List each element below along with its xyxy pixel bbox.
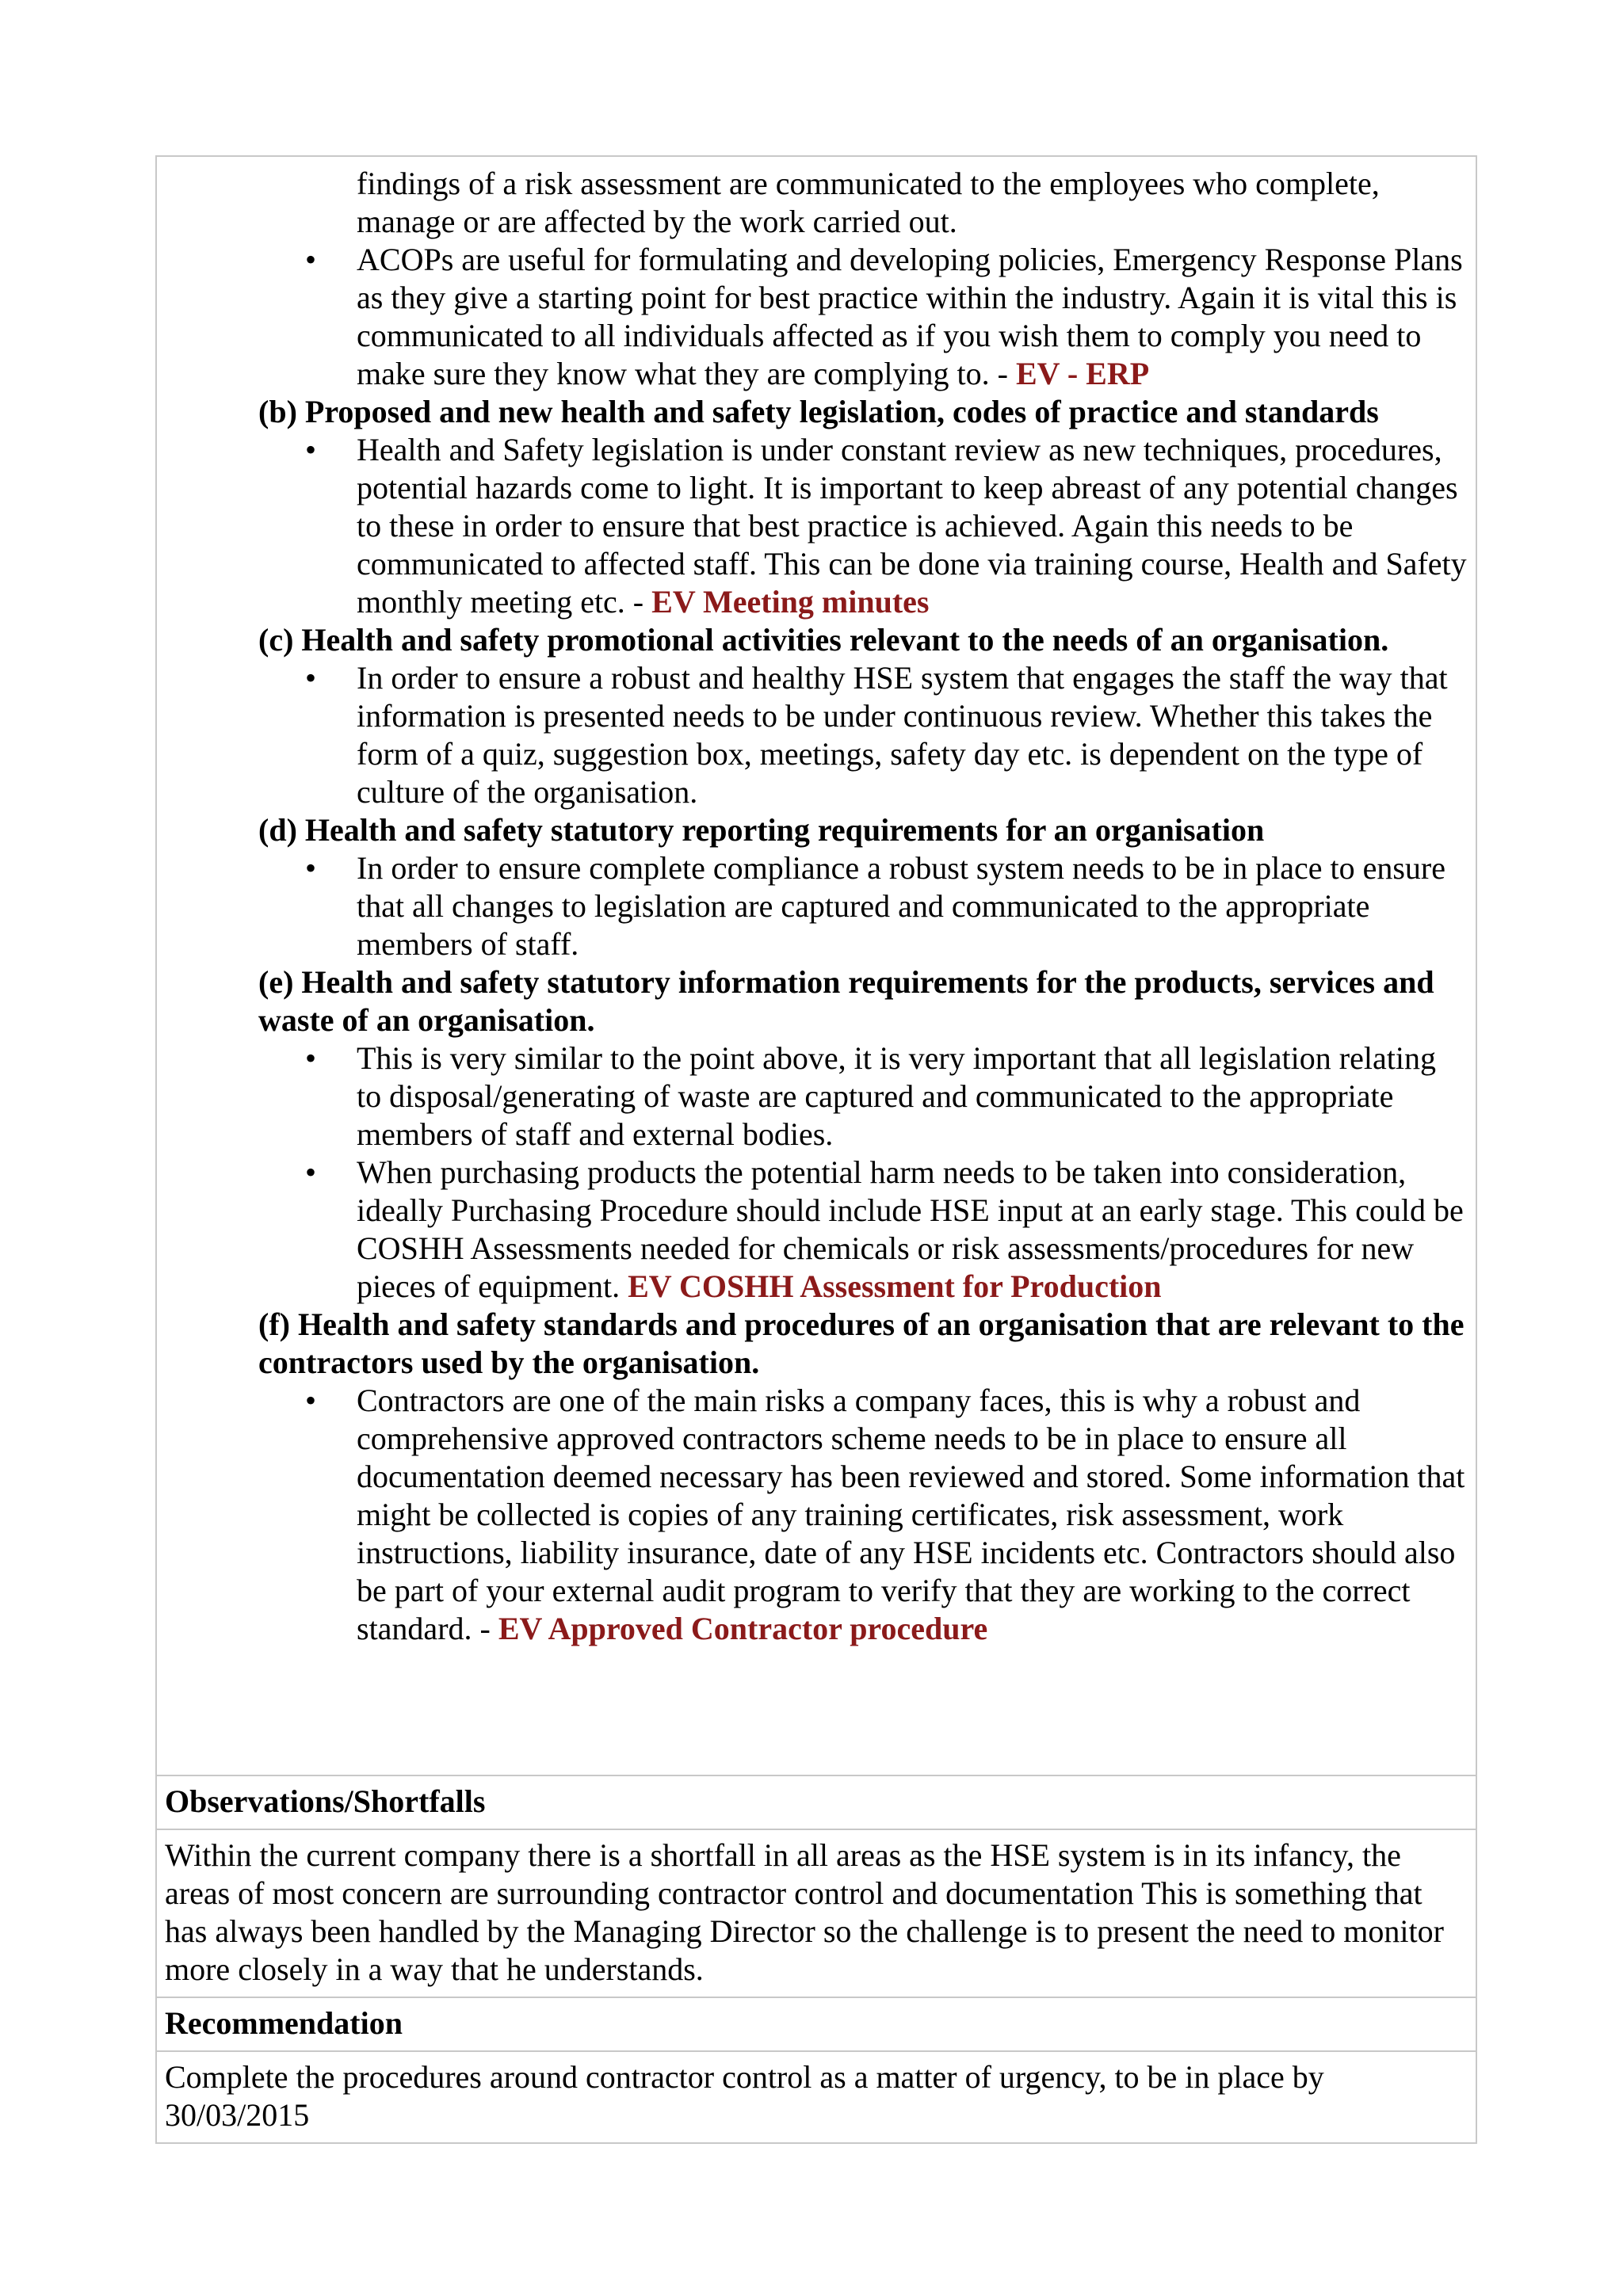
intro-bullet-list: [258, 241, 1468, 393]
evidence-ref: EV - ERP: [1016, 356, 1150, 391]
bullet-icon: •: [305, 1040, 317, 1076]
section-f-list: [258, 1382, 1468, 1648]
content-row: [156, 156, 1476, 1775]
section-heading-f: (f) Health and safety standards and procedures of an organisation that are relevant to the contractors used by the organisation.: [258, 1306, 1465, 1380]
list-item: [305, 1154, 1468, 1306]
bullet-icon: •: [305, 1154, 317, 1190]
evidence-ref: EV Approved Contractor procedure: [498, 1611, 988, 1646]
content-cell: [156, 156, 1476, 1775]
list-item: [305, 659, 1468, 811]
recommendation-body-row: [156, 2051, 1476, 2143]
section-d-list: [258, 849, 1468, 963]
list-item: [305, 849, 1468, 963]
continued-text: findings of a risk assessment are communicated to the employees who complete, manage or are affected by the work carried out.: [357, 166, 1380, 239]
bullet-text: ACOPs are useful for formulating and developing policies, Emergency Response Plans as they give a starting point for best practice within the industry. Again it is vital this is communicated to all individuals affected as if you wish them to comply you need to make sure they know what they are complying to. -: [357, 242, 1463, 391]
section-heading-d: (d) Health and safety statutory reporting requirements for an organisation: [258, 812, 1265, 848]
evidence-ref: EV COSHH Assessment for Production: [628, 1268, 1162, 1304]
recommendation-text: Complete the procedures around contractor control as a matter of urgency, to be in place by 30/03/2015: [156, 2051, 1476, 2143]
list-item: [305, 1382, 1468, 1648]
bullet-icon: •: [305, 242, 317, 277]
evidence-ref: EV Meeting minutes: [651, 584, 930, 620]
bullet-text: Health and Safety legislation is under constant review as new techniques, procedures, potential hazards come to light. It is important to keep abreast of any potential changes to these in order to ensure that best practice is achieved. Again this needs to be communicated to affected staff. This can be done via training course, Health and Safety monthly meeting etc. -: [357, 432, 1467, 620]
bullet-icon: •: [305, 1383, 317, 1418]
list-item: [305, 241, 1468, 393]
section-heading-b: (b) Proposed and new health and safety legislation, codes of practice and standards: [258, 394, 1379, 429]
bullet-text: This is very similar to the point above, it is very important that all legislation relating to disposal/generating of waste are captured and communicated to the appropriate members of staff and external bodies.: [357, 1040, 1436, 1152]
recommendation-heading: Recommendation: [156, 1997, 1476, 2051]
recommendation-heading-row: [156, 1997, 1476, 2051]
observations-text: Within the current company there is a shortfall in all areas as the HSE system is in its infancy, the areas of most concern are surrounding contractor control and documentation This is something that has always been handled by the Managing Director so the challenge is to present the need to monitor more closely in a way that he understands.: [156, 1829, 1476, 1997]
section-e-list: [258, 1039, 1468, 1306]
bullet-icon: •: [305, 432, 317, 467]
observations-body-row: [156, 1829, 1476, 1997]
bullet-icon: •: [305, 660, 317, 696]
bullet-icon: •: [305, 850, 317, 886]
section-heading-c: (c) Health and safety promotional activities relevant to the needs of an organisation.: [258, 622, 1389, 658]
section-heading-e: (e) Health and safety statutory information requirements for the products, services and waste of an organisation.: [258, 964, 1434, 1038]
bullet-text: Contractors are one of the main risks a company faces, this is why a robust and comprehensive approved contractors scheme needs to be in place to ensure all documentation deemed necessary has been reviewed and stored. Some information that might be collected is copies of any training certificates, risk assessment, work instructions, liability insurance, date of any HSE incidents etc. Contractors should also be part of your external audit program to verify that they are working to the correct standard. -: [357, 1383, 1465, 1646]
list-item: [305, 1039, 1468, 1154]
section-c-list: [258, 659, 1468, 811]
section-b-list: [258, 431, 1468, 621]
assessment-table: [155, 155, 1477, 2144]
bullet-text: In order to ensure a robust and healthy HSE system that engages the staff the way that information is presented needs to be under continuous review. Whether this takes the form of a quiz, suggestion box, meetings, safety day etc. is dependent on the type of culture of the organisation.: [357, 660, 1448, 810]
bullet-text: When purchasing products the potential harm needs to be taken into consideration, ideally Purchasing Procedure should include HSE input at an early stage. This could be COSHH Assessments needed for chemicals or risk assessments/procedures for new pieces of equipment.: [357, 1154, 1464, 1304]
observations-heading-row: [156, 1775, 1476, 1829]
list-item: [305, 431, 1468, 621]
bullet-text: In order to ensure complete compliance a robust system needs to be in place to ensure that all changes to legislation are captured and communicated to the appropriate members of staff.: [357, 850, 1445, 962]
observations-heading: Observations/Shortfalls: [156, 1775, 1476, 1829]
